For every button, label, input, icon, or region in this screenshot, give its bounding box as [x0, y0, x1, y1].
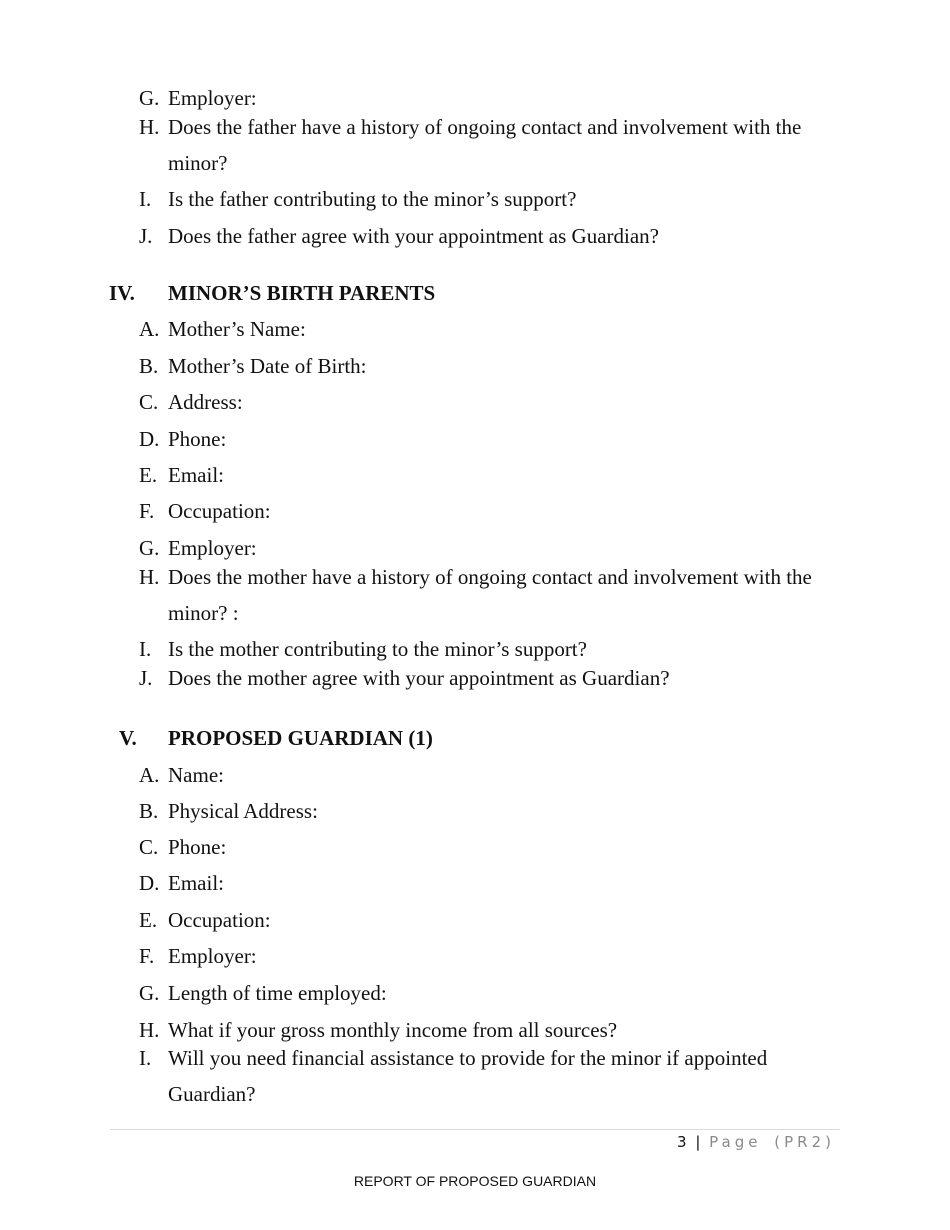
item-text: Is the mother contributing to the minor’s support? — [168, 637, 587, 661]
item-letter: A. — [139, 317, 160, 341]
page-label: Page — [709, 1133, 762, 1151]
item-letter: J. — [139, 224, 153, 248]
item-letter: F. — [139, 944, 155, 968]
page-number-separator: | — [695, 1133, 701, 1151]
item-text: Does the father have a history of ongoing contact and involvement with the — [168, 115, 802, 139]
item-letter: I. — [139, 1046, 152, 1070]
item-letter: E. — [139, 463, 158, 487]
item-letter: H. — [139, 565, 160, 589]
item-text: Physical Address: — [168, 799, 318, 823]
page-number-value: 3 — [677, 1133, 687, 1151]
item-text: Employer: — [168, 536, 257, 560]
item-text: Email: — [168, 463, 224, 487]
item-letter: D. — [139, 871, 160, 895]
item-letter: I. — [139, 637, 152, 661]
item-letter: G. — [139, 536, 160, 560]
item-text: Phone: — [168, 427, 227, 451]
item-letter: G. — [139, 86, 160, 110]
item-letter: B. — [139, 799, 159, 823]
item-text: Employer: — [168, 86, 257, 110]
item-letter: C. — [139, 835, 159, 859]
footer-divider — [110, 1129, 840, 1130]
item-text: Occupation: — [168, 499, 271, 523]
item-letter: G. — [139, 981, 160, 1005]
item-text: Email: — [168, 871, 224, 895]
item-letter: J. — [139, 666, 153, 690]
item-text-continuation: minor? — [168, 151, 228, 175]
page-number — [677, 1132, 835, 1152]
item-text: Mother’s Date of Birth: — [168, 354, 367, 378]
item-letter: B. — [139, 354, 159, 378]
item-letter: D. — [139, 427, 160, 451]
item-text-continuation: Guardian? — [168, 1082, 256, 1106]
item-text: Will you need financial assistance to provide for the minor if appointed — [168, 1046, 768, 1070]
item-text: Mother’s Name: — [168, 317, 306, 341]
item-letter: C. — [139, 390, 159, 414]
document-footer-title: REPORT OF PROPOSED GUARDIAN — [353, 1173, 597, 1189]
item-letter: A. — [139, 763, 160, 787]
section-title: PROPOSED GUARDIAN (1) — [168, 726, 433, 750]
section-title: MINOR’S BIRTH PARENTS — [168, 281, 436, 305]
item-text: Does the father agree with your appointment as Guardian? — [168, 224, 659, 248]
item-text: Address: — [168, 390, 243, 414]
item-text: Phone: — [168, 835, 227, 859]
section-numeral: V. — [119, 726, 137, 750]
item-text-continuation: minor? : — [168, 601, 239, 625]
item-text: Does the mother agree with your appointment as Guardian? — [168, 666, 670, 690]
item-letter: I. — [139, 187, 152, 211]
item-letter: E. — [139, 908, 158, 932]
item-text: Length of time employed: — [168, 981, 387, 1005]
item-letter: F. — [139, 499, 155, 523]
item-text: Is the father contributing to the minor’s support? — [168, 187, 577, 211]
item-text: Occupation: — [168, 908, 271, 932]
item-letter: H. — [139, 1018, 160, 1042]
section-numeral: IV. — [109, 281, 135, 305]
item-text: Name: — [168, 763, 224, 787]
form-code: (PR2) — [774, 1133, 835, 1151]
item-text: Employer: — [168, 944, 257, 968]
item-text: Does the mother have a history of ongoing contact and involvement with the — [168, 565, 812, 589]
item-text: What if your gross monthly income from all sources? — [168, 1018, 618, 1042]
item-letter: H. — [139, 115, 160, 139]
